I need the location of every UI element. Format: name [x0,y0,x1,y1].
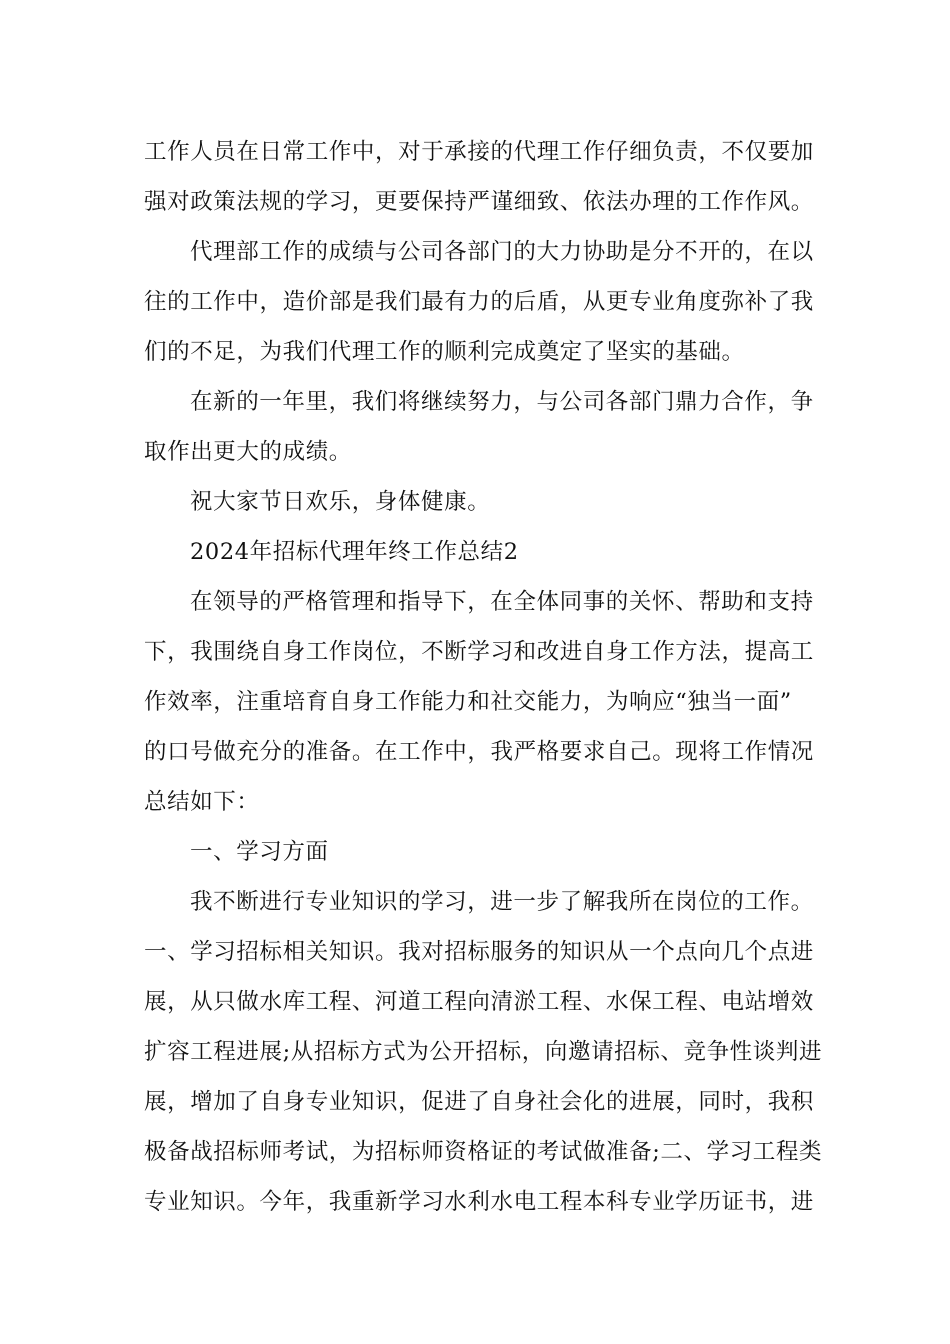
text-line: 专业知识。今年，我重新学习水利水电工程本科专业学历证书，进 [144,1189,814,1215]
text-line: 往的工作中，造价部是我们最有力的后盾，从更专业角度弥补了我 [144,289,814,315]
text-line: 作效率，注重培育自身工作能力和社交能力，为响应“独当一面” [144,689,792,715]
text-line: 下，我围绕自身工作岗位，不断学习和改进自身工作方法，提高工 [144,639,814,665]
text-line: 展，增加了自身专业知识，促进了自身社会化的进展，同时，我积 [144,1089,814,1115]
paragraph-first-line: 在新的一年里，我们将继续努力，与公司各部门鼎力合作，争 [190,389,814,415]
paragraph-first-line: 我不断进行专业知识的学习，进一步了解我所在岗位的工作。 [190,889,814,915]
text-line: 们的不足，为我们代理工作的顺利完成奠定了坚实的基础。 [144,339,745,365]
text-line: 工作人员在日常工作中，对于承接的代理工作仔细负责，不仅要加 [144,139,814,165]
subsection-heading: 一、学习方面 [190,839,329,865]
text-line: 强对政策法规的学习，更要保持严谨细致、依法办理的工作作风。 [144,189,814,215]
text-line: 的口号做充分的准备。在工作中，我严格要求自己。现将工作情况 [144,739,814,765]
section-title: 2024年招标代理年终工作总结2 [190,539,519,565]
paragraph-first-line: 代理部工作的成绩与公司各部门的大力协助是分不开的，在以 [190,239,814,265]
text-line: 总结如下： [144,789,260,815]
text-line: 极备战招标师考试，为招标师资格证的考试做准备;二、学习工程类 [144,1139,823,1165]
text-line: 扩容工程进展;从招标方式为公开招标，向邀请招标、竞争性谈判进 [144,1039,823,1065]
paragraph-first-line: 祝大家节日欢乐，身体健康。 [190,489,491,515]
text-line: 展，从只做水库工程、河道工程向清淤工程、水保工程、电站增效 [144,989,814,1015]
text-line: 取作出更大的成绩。 [144,439,352,465]
paragraph-first-line: 在领导的严格管理和指导下，在全体同事的关怀、帮助和支持 [190,589,814,615]
text-line: 一、学习招标相关知识。我对招标服务的知识从一个点向几个点进 [144,939,814,965]
